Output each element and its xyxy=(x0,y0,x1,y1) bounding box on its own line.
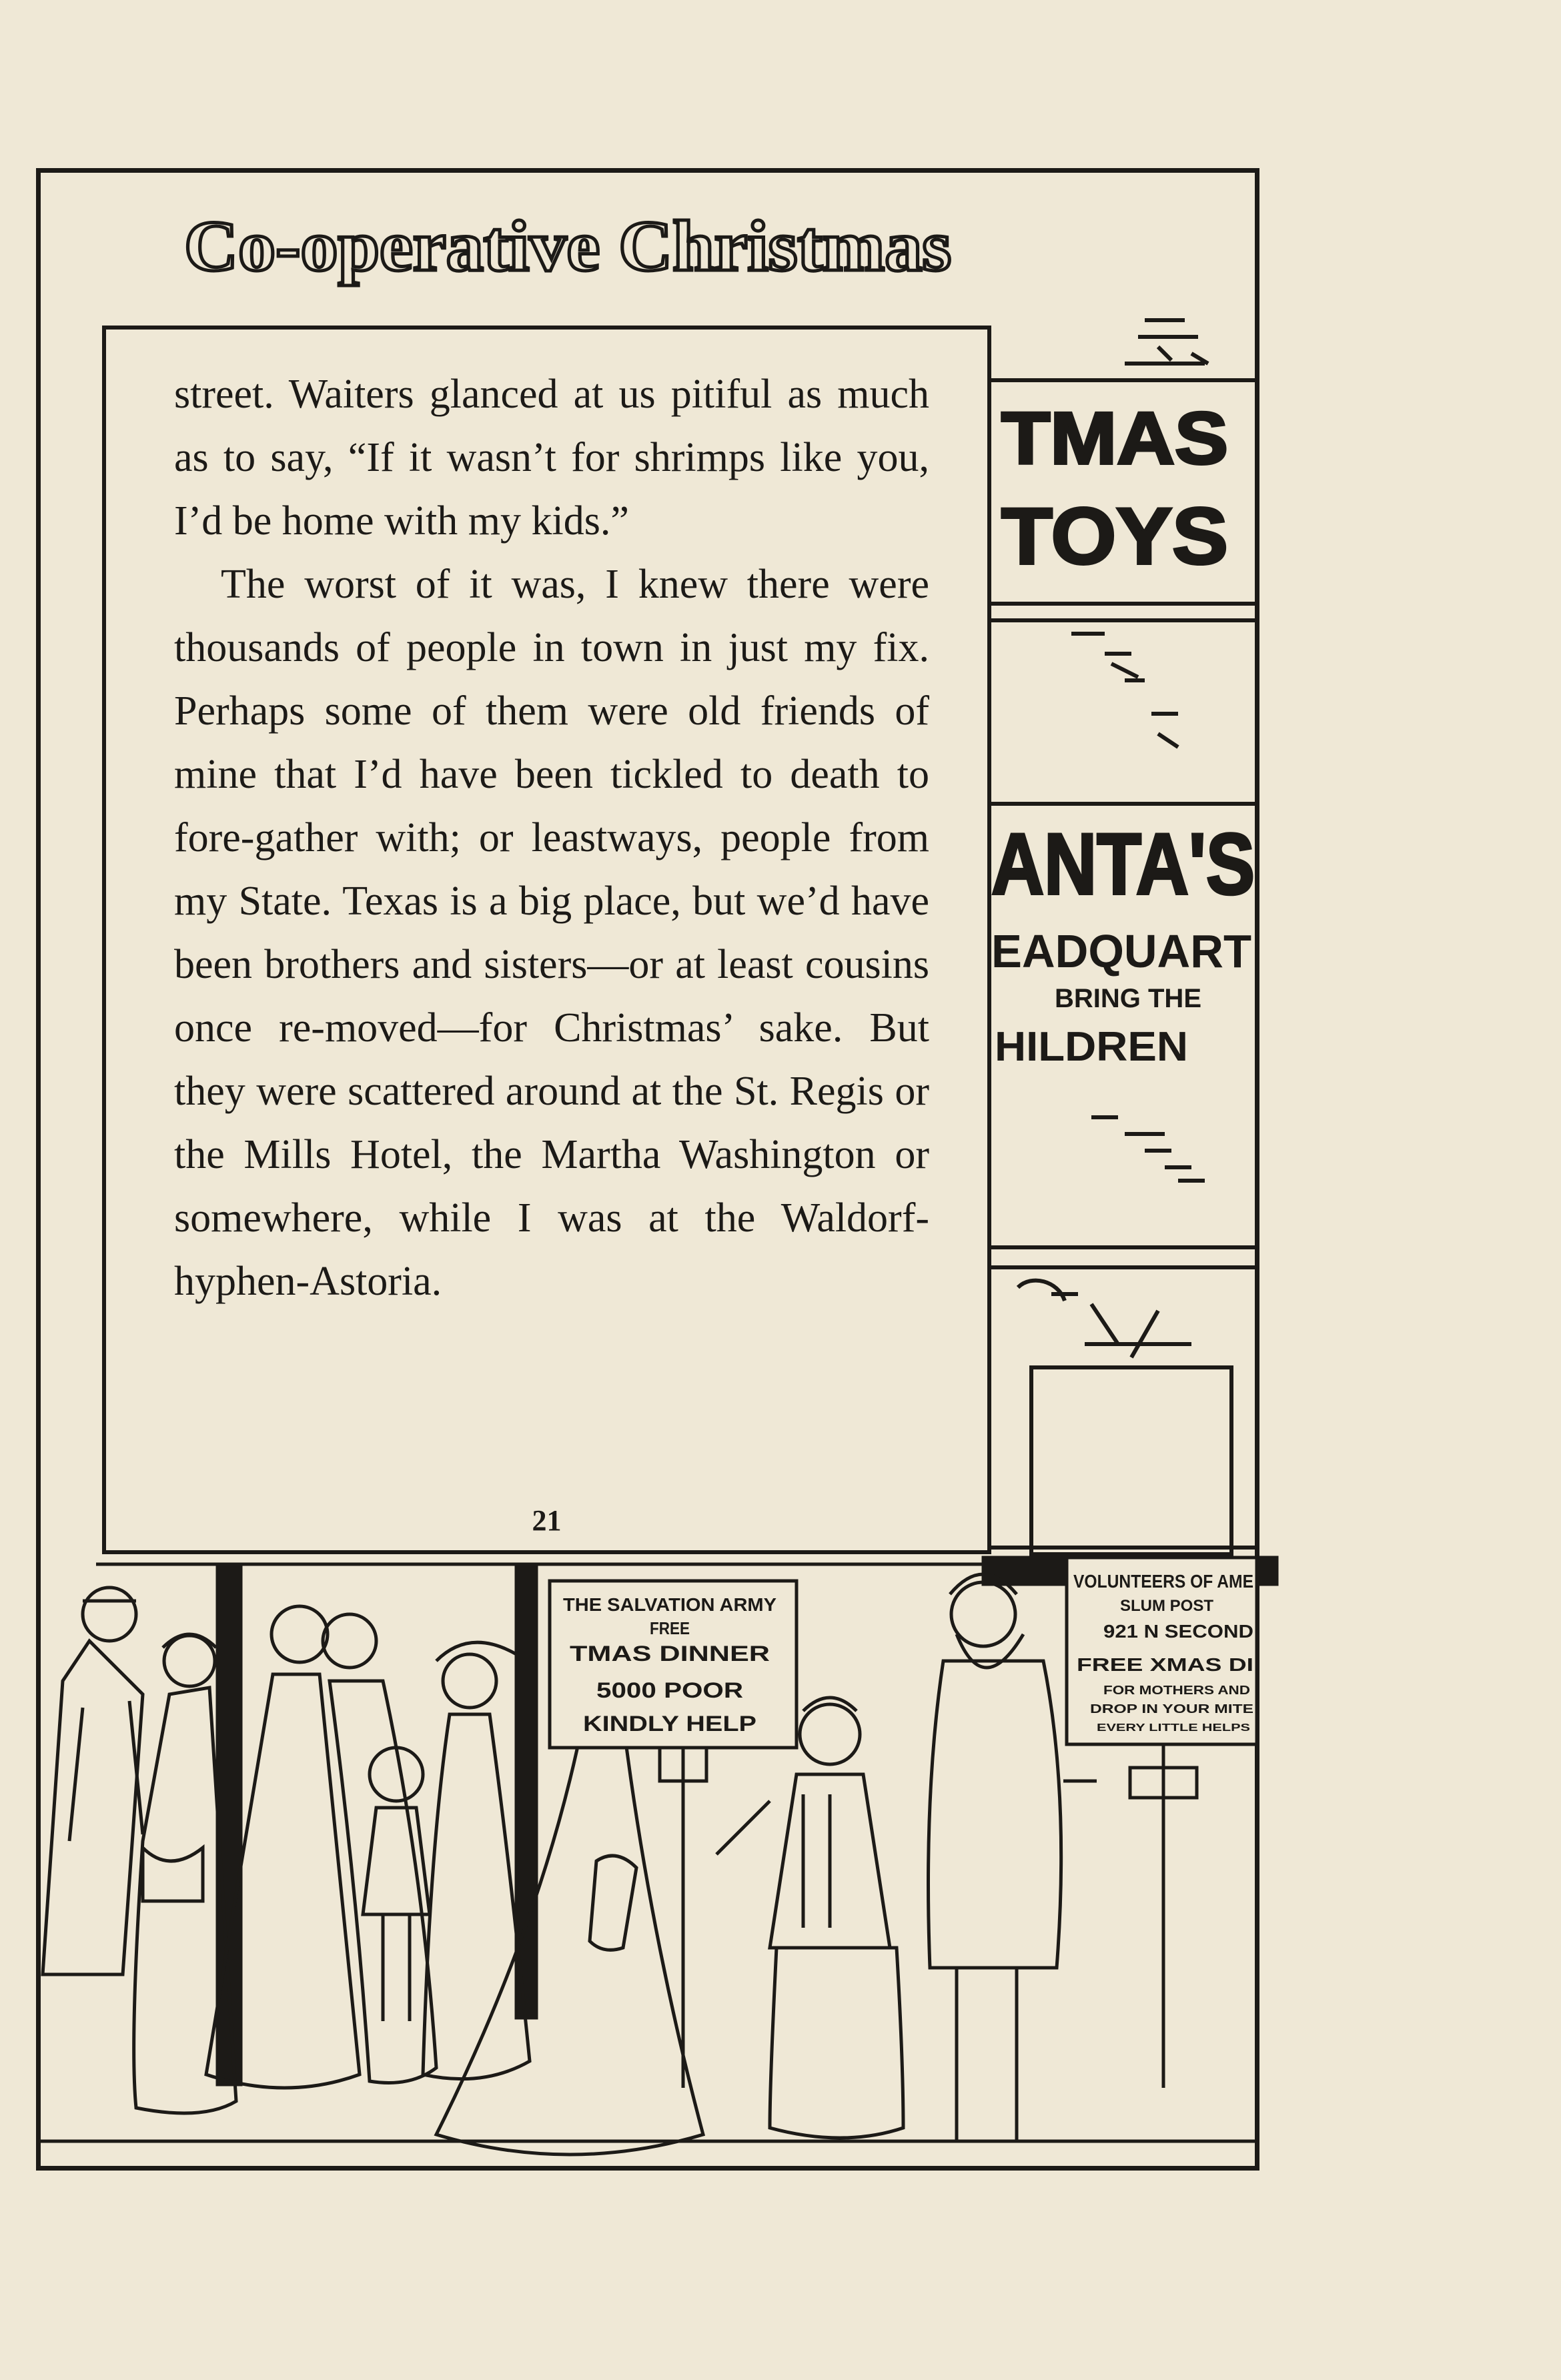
page-number: 21 xyxy=(532,1504,562,1537)
sign-antas: ANTA'S xyxy=(991,815,1255,913)
sign-toys: TOYS xyxy=(1001,492,1228,581)
volunteers-line4: FREE XMAS DI xyxy=(1077,1654,1253,1675)
body-text xyxy=(174,363,929,1313)
street-scene-illustration xyxy=(36,1554,1259,2171)
volunteers-line7: EVERY LITTLE HELPS xyxy=(1097,1722,1251,1734)
volunteers-line6: DROP IN YOUR MITE xyxy=(1090,1702,1253,1716)
volunteers-line2: SLUM POST xyxy=(1120,1597,1214,1615)
volunteers-line5: FOR MOTHERS AND xyxy=(1103,1684,1250,1697)
sign-tmas: TMAS xyxy=(1001,398,1228,480)
text-panel xyxy=(102,326,991,1554)
running-title xyxy=(177,200,958,293)
volunteers-line1: VOLUNTEERS OF AME xyxy=(1073,1571,1253,1592)
storefront-illustration xyxy=(991,307,1255,1554)
salvation-line3: TMAS DINNER xyxy=(570,1642,770,1666)
sign-headquarters: EADQUART xyxy=(991,925,1251,977)
salvation-line5: KINDLY HELP xyxy=(583,1712,756,1736)
volunteers-line3: 921 N SECOND xyxy=(1103,1621,1253,1642)
paragraph-2: The worst of it was, I knew there were thousands of people in town in just my fix. Perhaps some of them were old friends of mine that I’d have been tickled to death to fore-gather with; or leastways, people from my State. Texas is a big place, but we’d have been brothers and sisters—or at least cousins once re-moved—for Christmas’ sake. But they were scattered around at the St. Regis or the Mills Hotel, the Martha Washington or somewhere, while I was at the Waldorf-hyphen-Astoria. xyxy=(174,562,929,1304)
sign-bring-the: BRING THE xyxy=(1055,984,1201,1013)
running-title-text: Co-operative Christmas xyxy=(184,207,951,286)
paragraph-1: street. Waiters glanced at us pitiful as much as to say, “If it wasn’t for shrimps like you, I’d be home with my kids.” xyxy=(174,372,929,544)
salvation-line1: THE SALVATION ARMY xyxy=(563,1594,777,1615)
sign-children: HILDREN xyxy=(995,1024,1188,1070)
salvation-line4: 5000 POOR xyxy=(596,1678,743,1702)
salvation-line2: FREE xyxy=(650,1618,690,1638)
